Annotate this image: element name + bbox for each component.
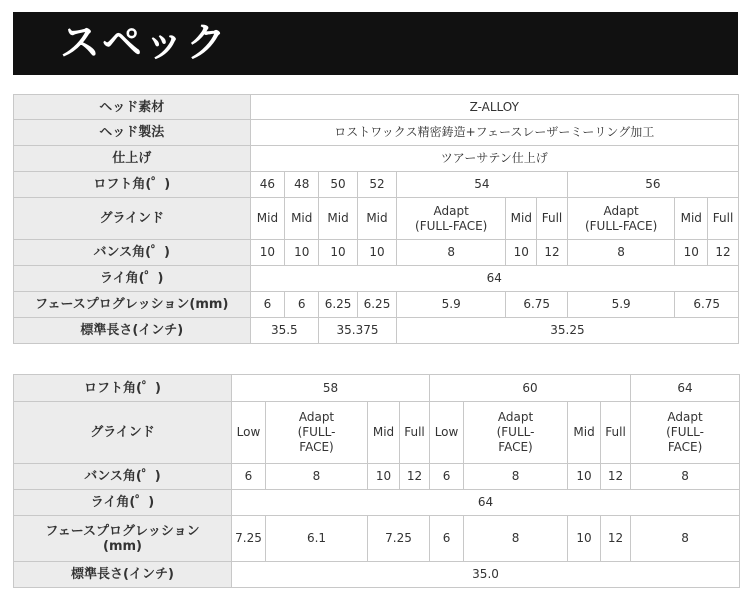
row-label-lie: ライ角(゜) [14, 490, 232, 516]
length-cell: 35.25 [396, 318, 738, 344]
grind-cell: Mid [506, 198, 537, 240]
table-row [14, 120, 739, 146]
bounce-cell: 6 [232, 464, 266, 490]
length-cell: 35.375 [319, 318, 397, 344]
loft-cell: 64 [631, 375, 740, 402]
bounce-cell: 8 [266, 464, 368, 490]
length-cell: 35.5 [250, 318, 319, 344]
face-progression-cell: 6.75 [506, 292, 567, 318]
table-row [14, 375, 740, 402]
face-progression-cell: 5.9 [396, 292, 506, 318]
loft-cell: 58 [232, 375, 430, 402]
table-row [14, 318, 739, 344]
bounce-cell: 8 [567, 240, 675, 266]
finish-value: ツアーサテン仕上げ [250, 146, 738, 172]
row-label-head-material: ヘッド素材 [14, 95, 251, 120]
head-method-value: ロストワックス精密鋳造+フェースレーザーミーリング加工 [250, 120, 738, 146]
grind-cell: Mid [285, 198, 319, 240]
loft-cell: 46 [250, 172, 285, 198]
loft-cell: 54 [396, 172, 567, 198]
row-label-loft: ロフト角(゜) [14, 375, 232, 402]
table-row [14, 172, 739, 198]
face-progression-cell: 6.25 [358, 292, 397, 318]
bounce-cell: 10 [568, 464, 601, 490]
grind-cell: Full [601, 402, 631, 464]
face-progression-cell: 8 [631, 516, 740, 562]
row-label-bounce: バンス角(゜) [14, 240, 251, 266]
bounce-cell: 8 [396, 240, 506, 266]
table-row [14, 240, 739, 266]
row-label-grind: グラインド [14, 198, 251, 240]
bounce-cell: 12 [537, 240, 568, 266]
loft-cell: 50 [319, 172, 358, 198]
row-label-face-progression: フェースプログレッション(mm) [14, 292, 251, 318]
row-label-face-progression: フェースプログレッション (mm) [14, 516, 232, 562]
bounce-cell: 12 [400, 464, 430, 490]
face-progression-cell: 12 [601, 516, 631, 562]
grind-cell: Mid [358, 198, 397, 240]
table-row [14, 490, 740, 516]
face-progression-cell: 6 [430, 516, 464, 562]
grind-cell: Adapt (FULL- FACE) [464, 402, 568, 464]
spec-table-2 [13, 374, 740, 588]
grind-cell: Mid [250, 198, 285, 240]
grind-cell: Adapt (FULL-FACE) [567, 198, 675, 240]
grind-cell: Mid [368, 402, 400, 464]
table-row [14, 266, 739, 292]
section-header-banner [13, 12, 738, 75]
table-row [14, 292, 739, 318]
face-progression-cell: 6.1 [266, 516, 368, 562]
grind-cell: Adapt (FULL-FACE) [396, 198, 506, 240]
table-row [14, 402, 740, 464]
row-label-finish: 仕上げ [14, 146, 251, 172]
row-label-loft: ロフト角(゜) [14, 172, 251, 198]
table-row [14, 562, 740, 588]
head-material-value: Z-ALLOY [250, 95, 738, 120]
bounce-cell: 8 [631, 464, 740, 490]
bounce-cell: 12 [601, 464, 631, 490]
bounce-cell: 10 [368, 464, 400, 490]
table-row [14, 464, 740, 490]
row-label-lie: ライ角(゜) [14, 266, 251, 292]
grind-cell: Adapt (FULL- FACE) [631, 402, 740, 464]
face-progression-cell: 5.9 [567, 292, 675, 318]
row-label-head-method: ヘッド製法 [14, 120, 251, 146]
grind-cell: Full [708, 198, 739, 240]
bounce-cell: 10 [506, 240, 537, 266]
spec-table-1 [13, 94, 739, 344]
grind-cell: Full [400, 402, 430, 464]
table-row [14, 95, 739, 120]
row-label-length: 標準長さ(インチ) [14, 562, 232, 588]
loft-cell: 60 [430, 375, 631, 402]
row-label-length: 標準長さ(インチ) [14, 318, 251, 344]
grind-cell: Low [232, 402, 266, 464]
bounce-cell: 10 [250, 240, 285, 266]
table-row [14, 516, 740, 562]
face-progression-cell: 7.25 [232, 516, 266, 562]
loft-cell: 52 [358, 172, 397, 198]
bounce-cell: 8 [464, 464, 568, 490]
grind-cell: Low [430, 402, 464, 464]
face-progression-cell: 6 [250, 292, 285, 318]
row-label-bounce: バンス角(゜) [14, 464, 232, 490]
loft-cell: 48 [285, 172, 319, 198]
length-value: 35.0 [232, 562, 740, 588]
table-row [14, 198, 739, 240]
lie-value: 64 [250, 266, 738, 292]
table-row [14, 146, 739, 172]
grind-cell: Full [537, 198, 568, 240]
grind-cell: Mid [568, 402, 601, 464]
face-progression-cell: 10 [568, 516, 601, 562]
row-label-grind: グラインド [14, 402, 232, 464]
grind-cell: Mid [319, 198, 358, 240]
face-progression-cell: 6.75 [675, 292, 739, 318]
bounce-cell: 10 [358, 240, 397, 266]
face-progression-cell: 6 [285, 292, 319, 318]
grind-cell: Adapt (FULL- FACE) [266, 402, 368, 464]
bounce-cell: 6 [430, 464, 464, 490]
bounce-cell: 12 [708, 240, 739, 266]
bounce-cell: 10 [675, 240, 708, 266]
bounce-cell: 10 [319, 240, 358, 266]
lie-value: 64 [232, 490, 740, 516]
face-progression-cell: 6.25 [319, 292, 358, 318]
grind-cell: Mid [675, 198, 708, 240]
face-progression-cell: 8 [464, 516, 568, 562]
section-title: スペック [60, 20, 228, 66]
loft-cell: 56 [567, 172, 738, 198]
bounce-cell: 10 [285, 240, 319, 266]
face-progression-cell: 7.25 [368, 516, 430, 562]
